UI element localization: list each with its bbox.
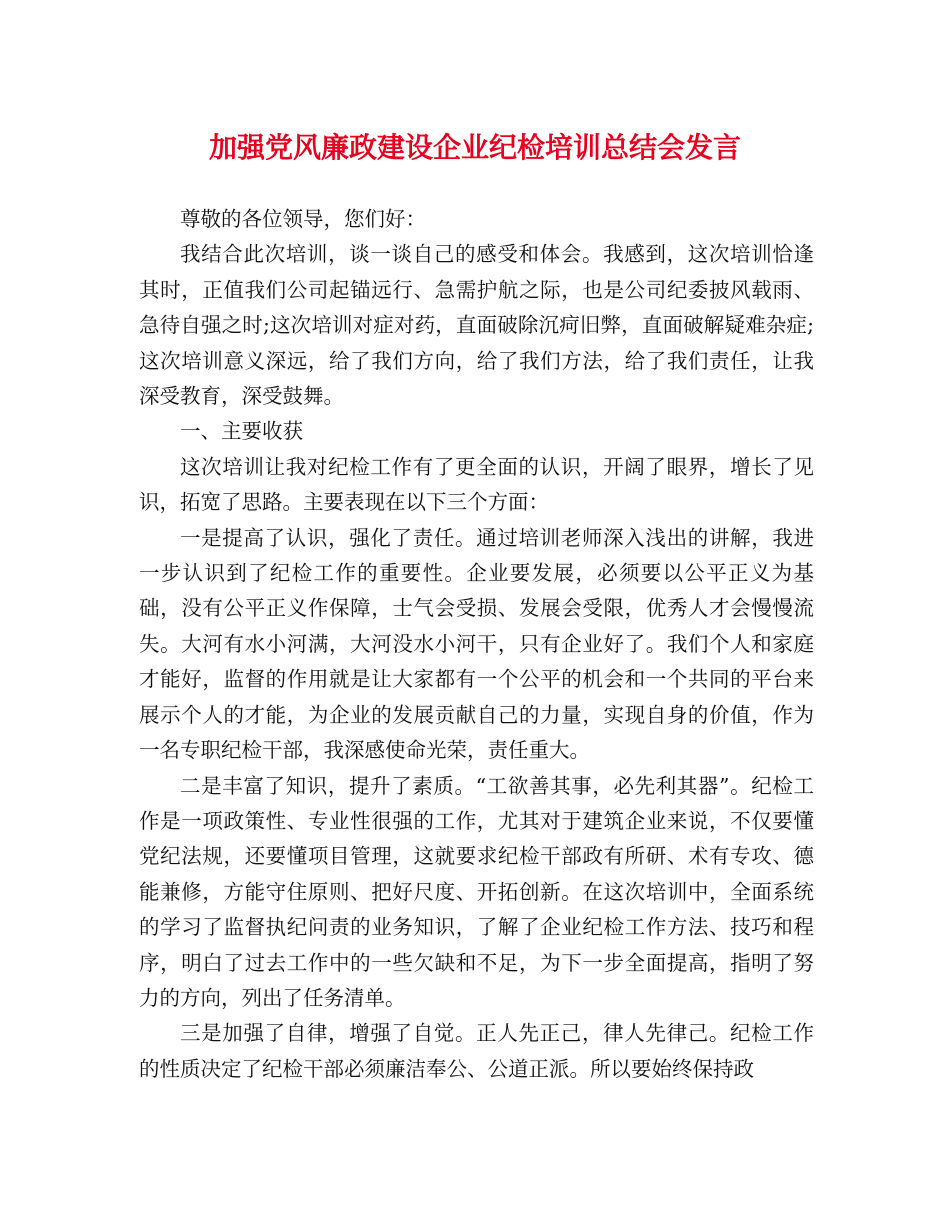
paragraph-point-two: 二是丰富了知识，提升了素质。“工欲善其事，必先利其器”。纪检工作是一项政策性、专业性很强的工作，尤其对于建筑企业来说，不仅要懂党纪法规，还要懂项目管理，这就要求纪检干部政有所研、术有专攻、德能兼修，方能守住原则、把好尺度、开拓创新。在这次培训中，全面系统的学习了监督执纪问责的业务知识，了解了企业纪检工作方法、技巧和程序，明白了过去工作中的一些欠缺和不足，为下一步全面提高，指明了努力的方向，列出了任务清单。 — [139, 773, 814, 1010]
document-body — [139, 202, 814, 1087]
paragraph-greeting: 尊敬的各位领导，您们好： — [180, 207, 426, 231]
paragraph-point-one: 一是提高了认识，强化了责任。通过培训老师深入浅出的讲解，我进一步认识到了纪检工作的重要性。企业要发展，必须要以公平正义为基础，没有公平正义作保障，士气会受损、发展会受限，优秀人才会慢慢流失。大河有水小河满，大河没水小河干，只有企业好了。我们个人和家庭才能好，监督的作用就是让大家都有一个公平的机会和一个共同的平台来展示个人的才能，为企业的发展贡献自己的力量，实现自身的价值，作为一名专职纪检干部，我深感使命光荣，责任重大。 — [139, 525, 814, 763]
paragraph-intro: 我结合此次培训，谈一谈自己的感受和体会。我感到，这次培训恰逢其时，正值我们公司起锚远行、急需护航之际，也是公司纪委披风载雨、急待自强之时;这次培训对症对药，直面破除沉疴旧弊，直面破解疑难杂症;这次培训意义深远，给了我们方向，给了我们方法，给了我们责任，让我深受教育，深受鼓舞。 — [139, 242, 814, 409]
section-heading: 一、主要收获 — [180, 419, 303, 444]
document-title: 加强党风廉政建设企业纪检培训总结会发言 — [208, 131, 741, 164]
paragraph-summary: 这次培训让我对纪检工作有了更全面的认识，开阔了眼界，增长了见识，拓宽了思路。主要表现在以下三个方面： — [139, 454, 814, 515]
paragraph-point-three: 三是加强了自律，增强了自觉。正人先正己，律人先律己。纪检工作的性质决定了纪检干部必须廉洁奉公、公道正派。所以要始终保持政 — [139, 1021, 814, 1081]
